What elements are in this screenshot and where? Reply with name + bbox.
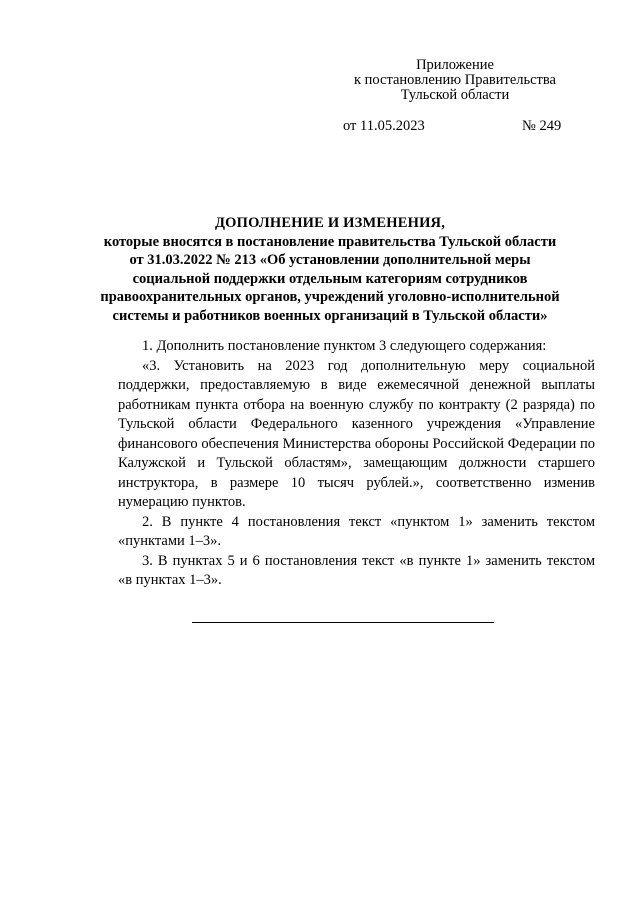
paragraph-item-1: 1. Дополнить постановление пунктом 3 следующего содержания: <box>142 338 547 354</box>
title-line: социальной поддержки отдельным категориям сотрудников <box>132 270 528 287</box>
end-divider <box>192 622 494 623</box>
title-line: от 31.03.2022 № 213 «Об установлении дополнительной меры <box>129 252 531 268</box>
appendix-region: Тульской области <box>400 87 510 103</box>
decree-date: от 11.05.2023 <box>343 118 425 134</box>
document-title <box>70 214 590 325</box>
title-line: которые вносятся в постановление правительства Тульской области <box>103 233 557 250</box>
paragraph-item-2: 2. В пункте 4 постановления текст «пунктом 1» заменить текстом «пунктами 1–3». <box>118 513 595 549</box>
paragraph-item-3: 3. В пунктах 5 и 6 постановления текст «в пункте 1» заменить текстом «в пунктах 1–3». <box>118 552 595 588</box>
title-line: системы и работников военных организаций в Тульской области» <box>112 307 548 324</box>
title-line: правоохранительных органов, учреждений уголовно-исполнительной <box>100 289 560 305</box>
document-body <box>118 337 595 591</box>
decree-number: № 249 <box>522 118 562 134</box>
paragraph-new-point-3: «3. Установить на 2023 год дополнительную меру социальной поддержки, предоставляемую в виде ежемесячной денежной выплаты работникам пункта отбора на военную службу по контракту (2 разряда) по Тульской области Федерального казенного учреждения «Управление финансового обеспечения Министерства обороны Российской Федерации по Калужской и Тульской областям», замещающим должности старшего инструктора, в размере 10 тысяч рублей.», соответственно изменив нумерацию пунктов. <box>118 357 595 510</box>
appendix-reference: к постановлению Правительства <box>354 72 556 88</box>
appendix-header <box>330 58 580 103</box>
title-heading: ДОПОЛНЕНИЕ И ИЗМЕНЕНИЯ, <box>214 215 446 231</box>
appendix-label: Приложение <box>416 57 494 73</box>
